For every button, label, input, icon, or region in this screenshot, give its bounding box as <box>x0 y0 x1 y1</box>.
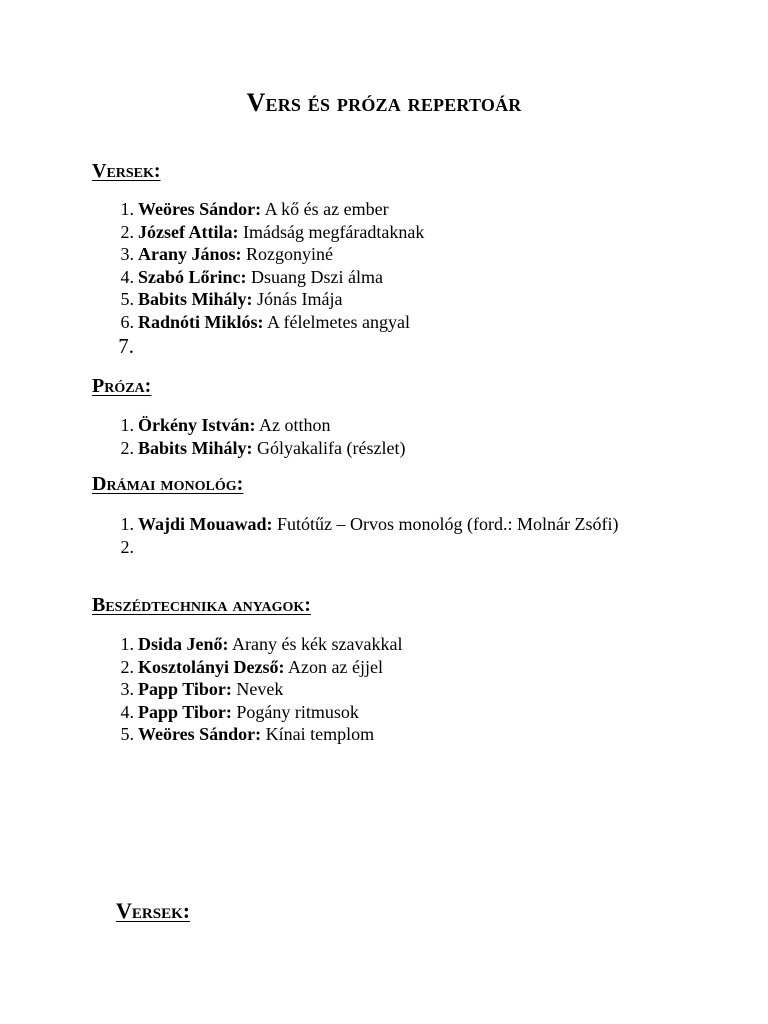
list-item <box>92 633 652 656</box>
list-proza <box>92 414 652 459</box>
list-item <box>92 198 652 221</box>
item-number: 2. <box>120 656 134 677</box>
item-work: Arany és kék szavakkal <box>228 634 403 654</box>
item-author: Babits Mihály: <box>138 289 253 309</box>
list-item <box>92 266 652 289</box>
item-author: Weöres Sándor: <box>138 724 262 744</box>
item-number: 1. <box>120 514 134 534</box>
item-author: Arany János: <box>138 244 242 264</box>
item-author: Dsida Jenő: <box>138 634 229 654</box>
item-number: 2. <box>120 437 134 458</box>
list-item <box>92 243 652 266</box>
item-work: A kő és az ember <box>261 199 389 219</box>
document-title: Vers és próza repertoár <box>246 88 522 117</box>
item-number: 4. <box>120 266 134 287</box>
list-item <box>92 333 652 359</box>
item-number: 3. <box>120 679 134 699</box>
list-item <box>92 414 652 437</box>
item-number: 2. <box>120 221 134 242</box>
item-author: Papp Tibor: <box>138 679 232 699</box>
item-author: Szabó Lőrinc: <box>138 266 247 287</box>
item-author: Kosztolányi Dezső: <box>138 656 285 677</box>
list-item <box>92 701 652 724</box>
item-work: A félelmetes angyal <box>263 311 410 332</box>
item-number: 7. <box>118 334 134 358</box>
item-number: 5. <box>120 289 134 309</box>
item-number: 4. <box>120 701 134 722</box>
section-heading-versek-2: Versek: <box>116 898 191 923</box>
section-heading-beszedtechnika: Beszédtechnika anyagok: <box>92 594 311 616</box>
list-dramai-monolog <box>92 513 652 558</box>
list-item <box>92 437 652 460</box>
item-number: 5. <box>120 724 134 744</box>
list-item <box>92 678 652 701</box>
item-work: Az otthon <box>255 415 331 435</box>
list-item <box>92 288 652 311</box>
item-work: Jónás Imája <box>252 289 343 309</box>
list-versek <box>92 198 652 359</box>
list-beszedtechnika <box>92 633 652 746</box>
list-item <box>92 221 652 244</box>
item-work: Pogány ritmusok <box>231 701 359 722</box>
list-item <box>92 536 652 559</box>
list-item <box>92 656 652 679</box>
item-number: 6. <box>120 311 134 332</box>
item-author: Weöres Sándor: <box>138 199 262 219</box>
list-item <box>92 723 652 746</box>
item-number: 1. <box>120 415 134 435</box>
section-heading-proza: Próza: <box>92 375 152 397</box>
item-author: Örkény István: <box>138 415 256 435</box>
item-work: Imádság megfáradtaknak <box>238 221 425 242</box>
item-work: Dsuang Dszi álma <box>246 266 383 287</box>
item-work: Rozgonyiné <box>241 244 334 264</box>
item-author: Papp Tibor: <box>138 701 232 722</box>
item-author: Wajdi Mouawad: <box>138 514 273 534</box>
item-work: Futótűz – Orvos monológ (ford.: Molnár Zsófi) <box>272 514 619 534</box>
section-heading-versek: Versek: <box>92 160 161 182</box>
list-item <box>92 311 652 334</box>
item-number: 1. <box>120 634 134 654</box>
item-number: 2. <box>120 536 134 557</box>
item-work: Azon az éjjel <box>284 656 383 677</box>
item-number: 1. <box>120 199 134 219</box>
item-work: Gólyakalifa (részlet) <box>252 437 406 458</box>
item-author: Radnóti Miklós: <box>138 311 264 332</box>
item-number: 3. <box>120 244 134 264</box>
list-item <box>92 513 652 536</box>
section-heading-dramai-monolog: Drámai monológ: <box>92 473 244 495</box>
item-author: Babits Mihály: <box>138 437 253 458</box>
item-author: József Attila: <box>138 221 239 242</box>
item-work: Kínai templom <box>261 724 375 744</box>
item-work: Nevek <box>231 679 284 699</box>
